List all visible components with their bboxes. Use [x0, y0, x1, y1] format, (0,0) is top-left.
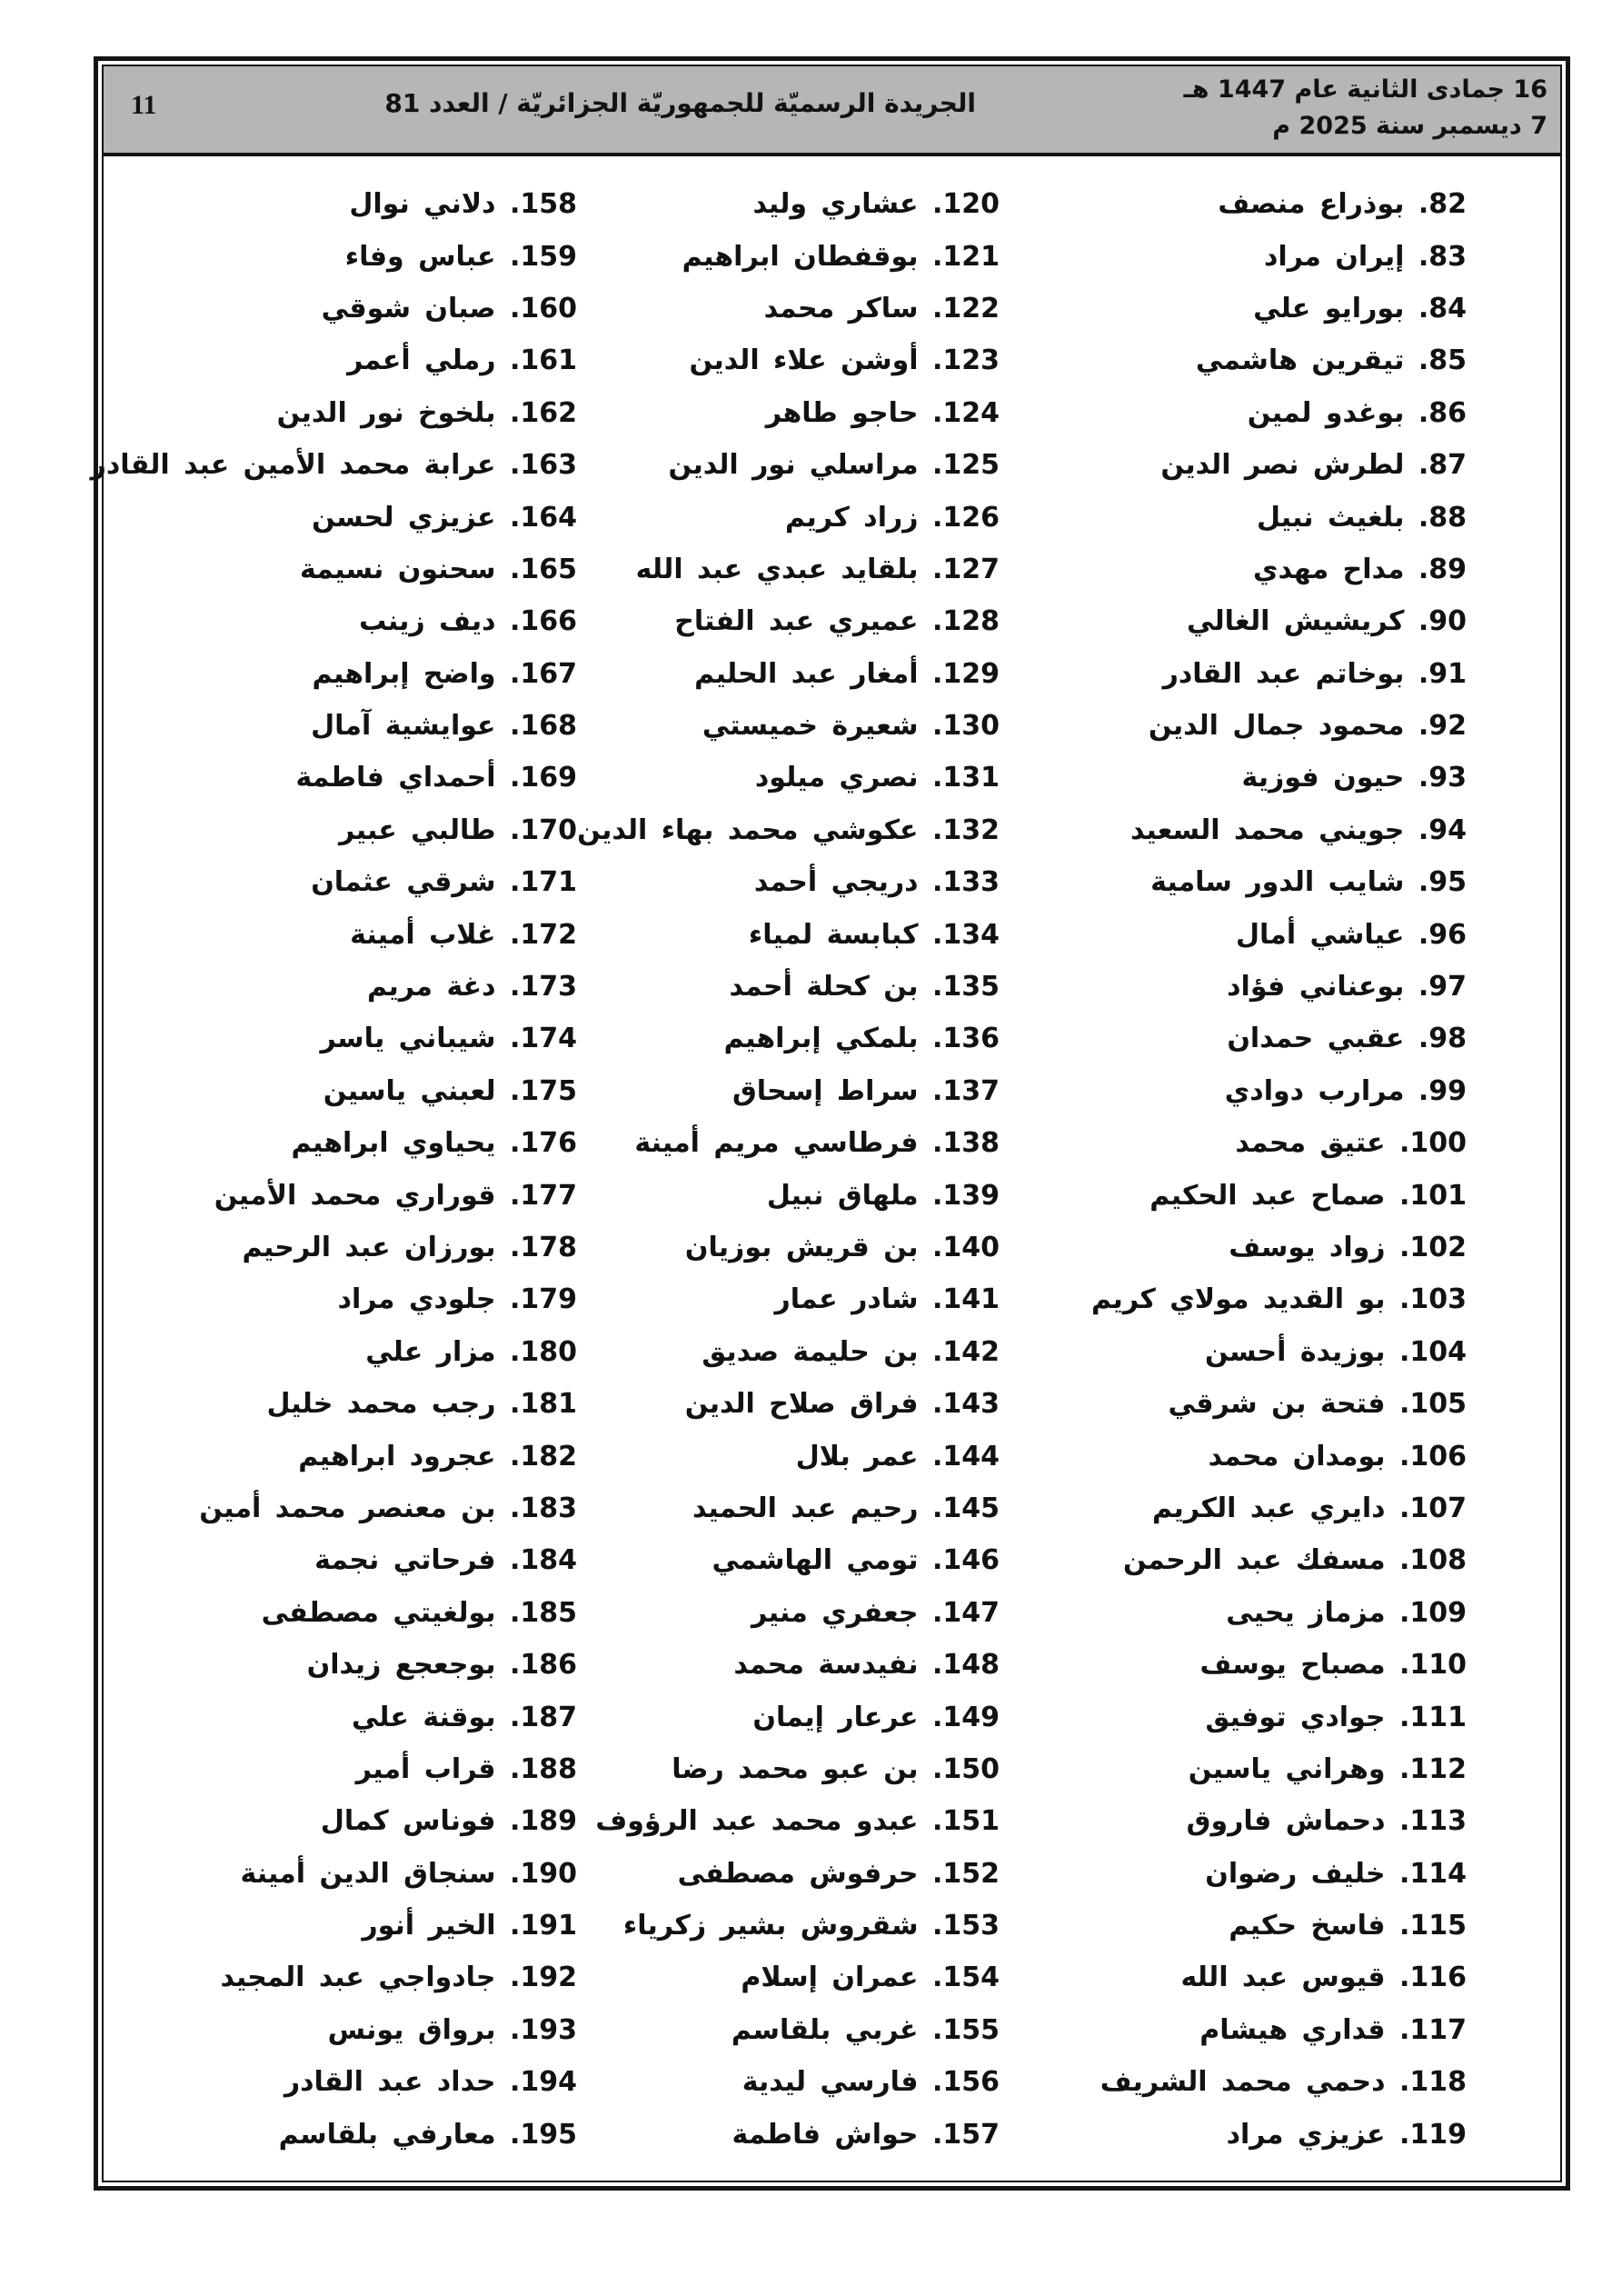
list-item [554, 1273, 1000, 1325]
entry-text: 155. غربي بلقاسم [731, 2013, 1000, 2046]
list-item [1012, 856, 1467, 908]
list-item [1012, 648, 1467, 700]
entry-text: 163. عرابة محمد الأمين عبد القادر [90, 449, 577, 482]
list-item [123, 1430, 577, 1482]
list-item [554, 1065, 1000, 1117]
entry-text: 97. بوعناني فؤاد [1227, 971, 1467, 1003]
list-item [1012, 1065, 1467, 1117]
date-hijri: 16 جمادى الثانية عام 1447 هـ [1183, 75, 1547, 104]
list-item [1012, 1952, 1467, 2003]
list-item [554, 544, 1000, 595]
list-item [123, 230, 577, 282]
list-item [1012, 2004, 1467, 2056]
entry-text: 185. بولغيتي مصطفى [261, 1596, 577, 1629]
list-item [554, 1848, 1000, 1900]
entry-text: 173. دغة مريم [366, 971, 577, 1003]
entry-text: 158. دلاني نوال [349, 188, 577, 221]
list-item [123, 804, 577, 856]
entry-text: 153. شقروش بشير زكرياء [622, 1910, 1000, 1942]
entry-text: 105. فتحة بن شرقي [1168, 1388, 1467, 1421]
list-item [554, 1430, 1000, 1482]
list-item [554, 387, 1000, 439]
entry-text: 82. بوذراع منصف [1218, 188, 1467, 221]
list-item [554, 334, 1000, 386]
list-item [554, 283, 1000, 334]
entry-text: 178. بورزان عبد الرحيم [242, 1232, 577, 1263]
entry-text: 162. بلخوخ نور الدين [276, 396, 577, 429]
entry-text: 187. بوقنة علي [351, 1701, 577, 1733]
page-frame-inner [90, 65, 1562, 2182]
list-item [1012, 439, 1467, 491]
entry-text: 189. فوناس كمال [320, 1805, 577, 1838]
entry-text: 127. بلقايد عبدي عبد الله [635, 553, 1000, 585]
entry-text: 192. جادواجي عبد المجيد [220, 1962, 577, 1994]
list-item [123, 491, 577, 543]
list-item [554, 2108, 1000, 2160]
entry-text: 93. حيون فوزية [1241, 762, 1467, 794]
entry-text: 181. رجب محمد خليل [266, 1388, 577, 1421]
list-item [123, 544, 577, 595]
entry-text: 168. عوايشية آمال [311, 710, 577, 743]
entry-text: 114. خليف رضوان [1205, 1857, 1467, 1890]
list-item [123, 1534, 577, 1586]
entry-text: 86. بوغدو لمين [1247, 396, 1467, 429]
list-item [123, 1743, 577, 1795]
list-item [1012, 752, 1467, 804]
list-item [554, 1639, 1000, 1691]
list-item [554, 1691, 1000, 1742]
entry-text: 85. تيقرين هاشمي [1195, 344, 1467, 377]
entry-text: 128. عميري عبد الفتاح [674, 605, 1000, 638]
entry-text: 101. صماح عبد الحكيم [1149, 1179, 1467, 1212]
list-item [123, 856, 577, 908]
list-item [123, 1222, 577, 1273]
list-item [123, 334, 577, 386]
entry-text: 113. دحماش فاروق [1186, 1805, 1467, 1838]
entry-text: 90. كريشيش الغالي [1187, 605, 1467, 638]
list-item [1012, 230, 1467, 282]
entry-text: 83. إيران مراد [1263, 240, 1467, 273]
entry-text: 157. حواش فاطمة [731, 2118, 1000, 2151]
entry-text: 118. دحمي محمد الشريف [1100, 2066, 1467, 2099]
entry-text: 89. مداح مهدي [1252, 553, 1467, 585]
list-item [123, 1378, 577, 1430]
list-item [123, 1482, 577, 1534]
list-item [123, 648, 577, 700]
list-item [1012, 700, 1467, 752]
entry-text: 186. بوجعجع زيدان [306, 1649, 577, 1682]
list-item [123, 1900, 577, 1952]
list-item [554, 491, 1000, 543]
entry-text: 172. غلاب أمينة [350, 918, 577, 951]
list-item [554, 856, 1000, 908]
list-item [1012, 283, 1467, 334]
entry-text: 132. عكوشي محمد بهاء الدين [577, 814, 1000, 846]
list-item [554, 1013, 1000, 1064]
list-item [123, 1639, 577, 1691]
entry-text: 140. بن قريش بوزيان [684, 1232, 1000, 1263]
entry-text: 110. مصباح يوسف [1199, 1649, 1467, 1682]
list-item [1012, 1013, 1467, 1064]
entry-text: 184. فرحاتي نجمة [314, 1544, 577, 1577]
list-item [123, 752, 577, 804]
list-item [554, 439, 1000, 491]
entry-text: 115. فاسخ حكيم [1229, 1910, 1467, 1942]
entry-text: 160. صبان شوقي [321, 292, 577, 324]
entry-text: 195. معارفي بلقاسم [278, 2118, 577, 2151]
list-item [1012, 544, 1467, 595]
list-item [123, 1065, 577, 1117]
list-item [1012, 2056, 1467, 2108]
list-item [554, 1482, 1000, 1534]
list-item [1012, 1169, 1467, 1221]
list-item [123, 1326, 577, 1378]
list-item [1012, 1430, 1467, 1482]
header-dates [1184, 72, 1547, 145]
names-column-middle [554, 178, 1000, 2161]
entry-text: 179. جلودي مراد [337, 1283, 577, 1316]
page-frame [90, 56, 1570, 2191]
entry-text: 159. عباس وفاء [344, 240, 577, 273]
entry-text: 142. بن حليمة صديق [702, 1335, 1000, 1368]
list-item [1012, 1587, 1467, 1639]
entry-text: 122. ساكر محمد [763, 292, 1000, 324]
list-item [1012, 1534, 1467, 1586]
entry-text: 149. عرعار إيمان [752, 1701, 1000, 1733]
list-item [123, 1117, 577, 1169]
entry-text: 171. شرقي عثمان [311, 866, 577, 899]
list-item [1012, 2108, 1467, 2160]
entry-text: 138. فرطاسي مريم أمينة [634, 1127, 1000, 1160]
list-item [123, 2004, 577, 2056]
entry-text: 134. كبابسة لمياء [748, 918, 1000, 951]
entry-text: 144. عمر بلال [795, 1440, 1000, 1472]
list-item [1012, 334, 1467, 386]
list-item [90, 439, 577, 491]
list-item [554, 1222, 1000, 1273]
list-item [554, 1900, 1000, 1952]
entry-text: 180. مزار علي [365, 1335, 577, 1368]
list-item [1012, 1743, 1467, 1795]
entry-text: 131. نصري ميلود [754, 762, 1000, 794]
entry-text: 165. سحنون نسيمة [299, 553, 577, 585]
entry-text: 126. زراد كريم [784, 501, 1000, 534]
entry-text: 175. لعبني ياسين [323, 1074, 577, 1107]
list-item [1012, 1639, 1467, 1691]
entry-text: 156. فارسي ليدية [741, 2066, 1000, 2099]
entry-text: 135. بن كحلة أحمد [729, 971, 1000, 1003]
entry-text: 106. بومدان محمد [1208, 1440, 1467, 1472]
list-item [123, 1848, 577, 1900]
date-gregorian: 7 ديسمبر سنة 2025 م [1272, 112, 1547, 140]
list-item [123, 700, 577, 752]
entry-text: 95. شايب الدور سامية [1150, 866, 1467, 899]
list-item [123, 178, 577, 230]
entry-text: 108. مسفك عبد الرحمن [1123, 1544, 1467, 1577]
entry-text: 123. أوشن علاء الدين [689, 344, 1000, 377]
entry-text: 98. عقبي حمدان [1227, 1023, 1467, 1055]
names-column-left [90, 178, 577, 2161]
entry-text: 125. مراسلي نور الدين [668, 449, 1000, 482]
names-column-right [1012, 178, 1467, 2161]
list-item [1012, 1378, 1467, 1430]
entry-text: 130. شعيرة خميستي [702, 710, 1000, 743]
list-item [554, 961, 1000, 1013]
entry-text: 152. حرفوش مصطفى [677, 1857, 1000, 1890]
entry-text: 146. تومي الهاشمي [711, 1544, 1000, 1577]
list-item [554, 1117, 1000, 1169]
entry-text: 151. عبدو محمد عبد الرؤوف [595, 1805, 1000, 1838]
entry-text: 188. قراب أمير [355, 1752, 577, 1785]
entry-text: 143. فراق صلاح الدين [684, 1388, 1000, 1421]
list-item [554, 1587, 1000, 1639]
entry-text: 193. برواق يونس [327, 2013, 577, 2046]
page-number: 11 [131, 90, 157, 120]
entry-text: 164. عزيزي لحسن [312, 501, 577, 534]
list-item [554, 230, 1000, 282]
list-item [123, 1169, 577, 1221]
list-item [1012, 387, 1467, 439]
entry-text: 109. مزماز يحيى [1226, 1596, 1467, 1629]
list-item [123, 387, 577, 439]
list-item [554, 1169, 1000, 1221]
entry-text: 183. بن معنصر محمد أمين [199, 1492, 577, 1524]
list-item [123, 908, 577, 960]
entry-text: 136. بلمكي إبراهيم [723, 1023, 1000, 1055]
entry-text: 102. زواد يوسف [1229, 1232, 1467, 1263]
entry-text: 139. ملهاق نبيل [766, 1179, 1000, 1212]
entry-text: 167. واضح إبراهيم [312, 657, 577, 690]
list-item [554, 908, 1000, 960]
entry-text: 92. محمود جمال الدين [1148, 710, 1467, 743]
entry-text: 166. ديف زينب [359, 605, 577, 638]
list-item [1012, 1848, 1467, 1900]
entry-text: 100. عتيق محمد [1235, 1127, 1467, 1160]
list-item [1012, 1691, 1467, 1742]
list-item [1012, 1222, 1467, 1273]
list-item [1012, 1326, 1467, 1378]
entry-text: 174. شيباني ياسر [320, 1023, 577, 1055]
list-item [554, 595, 1000, 647]
entry-text: 99. مرارب دوادي [1224, 1074, 1467, 1107]
entry-text: 116. قيوس عبد الله [1180, 1962, 1467, 1994]
list-item [554, 804, 1000, 856]
entry-text: 150. بن عبو محمد رضا [672, 1752, 1000, 1785]
list-item [1012, 178, 1467, 230]
entry-text: 88. بلغيث نبيل [1256, 501, 1467, 534]
entry-text: 111. جوادي توفيق [1205, 1701, 1467, 1733]
entry-text: 176. يحياوي ابراهيم [291, 1127, 577, 1160]
entry-text: 87. لطرش نصر الدين [1160, 449, 1467, 482]
entry-text: 94. جويني محمد السعيد [1130, 814, 1467, 846]
list-item [123, 1273, 577, 1325]
list-item [554, 1795, 1000, 1847]
list-item [1012, 1482, 1467, 1534]
list-item [554, 1743, 1000, 1795]
list-item [1012, 961, 1467, 1013]
entry-text: 147. جعفري منير [751, 1596, 1000, 1629]
entry-text: 177. قوراري محمد الأمين [214, 1179, 577, 1212]
list-item [123, 2056, 577, 2108]
entry-text: 191. الخير أنور [362, 1910, 577, 1942]
entry-text: 120. عشاري وليد [752, 188, 1000, 221]
entry-text: 112. وهراني ياسين [1188, 1752, 1467, 1785]
entry-text: 190. سنجاق الدين أمينة [240, 1857, 577, 1890]
entry-text: 104. بوزيدة أحسن [1205, 1335, 1467, 1368]
list-item [1012, 908, 1467, 960]
entry-text: 91. بوخاتم عبد القادر [1162, 657, 1467, 690]
list-item [554, 648, 1000, 700]
entry-text: 145. رحيم عبد الحميد [692, 1492, 1000, 1524]
entry-text: 169. أحمداي فاطمة [295, 762, 577, 794]
entry-text: 141. شادر عمار [774, 1283, 1000, 1316]
list-item [1012, 1273, 1467, 1325]
entry-text: 154. عمران إسلام [741, 1962, 1000, 1994]
journal-title: الجريدة الرسميّة للجمهوريّة الجزائريّة / العدد 81 [384, 88, 976, 118]
list-item [554, 752, 1000, 804]
list-item [123, 1013, 577, 1064]
list-item [1012, 491, 1467, 543]
entry-text: 107. دايري عبد الكريم [1152, 1492, 1467, 1524]
entry-text: 121. بوقفطان ابراهيم [682, 240, 1000, 273]
list-item [554, 2056, 1000, 2108]
list-item [554, 178, 1000, 230]
list-item [123, 961, 577, 1013]
list-item [123, 1587, 577, 1639]
list-item [554, 700, 1000, 752]
entry-text: 96. عياشي أمال [1235, 918, 1467, 951]
entry-text: 129. أمغار عبد الحليم [694, 657, 1000, 690]
names-list-area [90, 156, 1560, 2181]
entry-text: 84. بورايو علي [1253, 292, 1467, 324]
entry-text: 148. نفيدسة محمد [733, 1649, 1000, 1682]
list-item [123, 1691, 577, 1742]
entry-text: 161. رملي أعمر [347, 344, 577, 377]
list-item [554, 2004, 1000, 2056]
list-item [554, 1326, 1000, 1378]
entry-text: 182. عجرود ابراهيم [298, 1440, 577, 1472]
entry-text: 124. حاجو طاهر [765, 396, 1000, 429]
list-item [123, 1795, 577, 1847]
list-item [1012, 804, 1467, 856]
header-band [104, 66, 1560, 156]
list-item [1012, 1795, 1467, 1847]
list-item [123, 595, 577, 647]
list-item [123, 283, 577, 334]
entry-text: 133. دريجي أحمد [753, 866, 1000, 899]
entry-text: 137. سراط إسحاق [731, 1074, 1000, 1107]
entry-text: 194. حداد عبد القادر [284, 2066, 577, 2099]
list-item [1012, 1900, 1467, 1952]
list-item [123, 2108, 577, 2160]
entry-text: 119. عزيزي مراد [1226, 2118, 1467, 2151]
list-item [123, 1952, 577, 2003]
list-item [1012, 1117, 1467, 1169]
list-item [554, 1378, 1000, 1430]
list-item [554, 1952, 1000, 2003]
list-item [554, 1534, 1000, 1586]
entry-text: 117. قداري هيشام [1199, 2013, 1467, 2046]
list-item [1012, 595, 1467, 647]
entry-text: 103. بو القديد مولاي كريم [1090, 1283, 1467, 1316]
entry-text: 170. طالبي عبير [339, 814, 577, 846]
